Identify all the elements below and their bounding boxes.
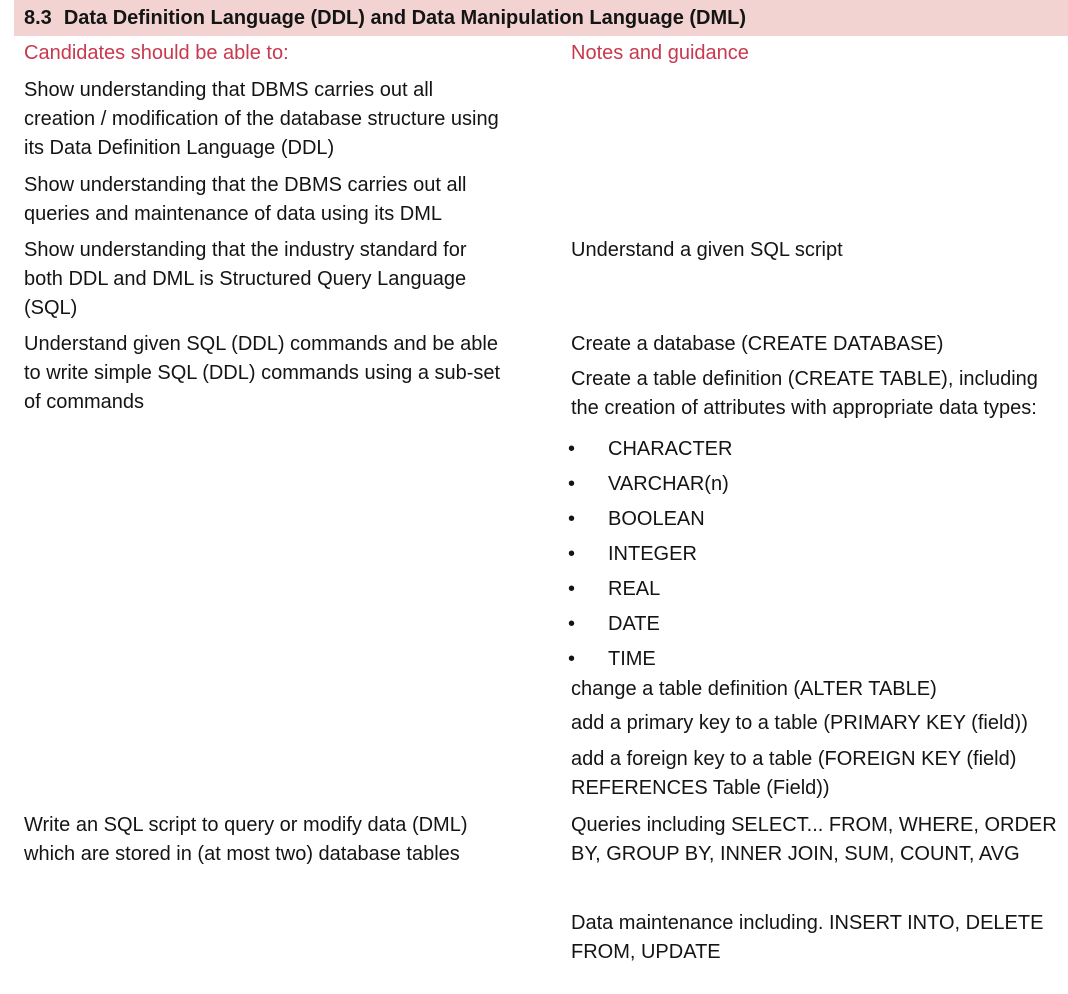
note-create-database: Create a database (CREATE DATABASE) — [571, 333, 944, 355]
left-item-4: Understand given SQL (DDL) commands and be able to write simple SQL (DDL) commands using a sub-set of commands — [24, 333, 501, 413]
note-foreign-key: add a foreign key to a table (FOREIGN KEY (field) REFERENCES Table (Field)) — [571, 748, 1017, 799]
note-alter-table: change a table definition (ALTER TABLE) — [571, 678, 937, 700]
bullet-icon: • — [568, 543, 576, 565]
bullet-icon: • — [568, 578, 576, 600]
bullet-icon: • — [568, 613, 576, 635]
note-queries: Queries including SELECT... FROM, WHERE, ORDER BY, GROUP BY, INNER JOIN, SUM, COUNT, AVG — [571, 814, 1057, 865]
section-number: 8.3 — [24, 6, 52, 29]
note-primary-key: add a primary key to a table (PRIMARY KEY (field)) — [571, 712, 1028, 734]
left-item-5: Write an SQL script to query or modify data (DML) which are stored in (at most two) database tables — [24, 814, 468, 865]
bullet-icon: • — [568, 648, 576, 670]
right-column-heading: Notes and guidance — [571, 42, 749, 64]
left-item-3: Show understanding that the industry standard for both DDL and DML is Structured Query Language (SQL) — [24, 239, 467, 319]
bullet-icon: • — [568, 473, 576, 495]
bullet-icon: • — [568, 508, 576, 530]
note-sql-script: Understand a given SQL script — [571, 239, 843, 261]
section-title: Data Definition Language (DDL) and Data Manipulation Language (DML) — [63, 6, 747, 29]
left-column-heading: Candidates should be able to: — [24, 42, 289, 64]
note-create-table: Create a table definition (CREATE TABLE), including the creation of attributes with appropriate data types: — [571, 368, 1038, 419]
note-data-maintenance: Data maintenance including. INSERT INTO, DELETE FROM, UPDATE — [571, 912, 1044, 963]
left-item-1: Show understanding that DBMS carries out all creation / modification of the database structure using its Data Definition Language (DDL) — [24, 79, 499, 159]
section-header — [14, 0, 1068, 36]
bullet-icon: • — [568, 438, 576, 460]
left-item-2: Show understanding that the DBMS carries out all queries and maintenance of data using its DML — [24, 174, 467, 225]
